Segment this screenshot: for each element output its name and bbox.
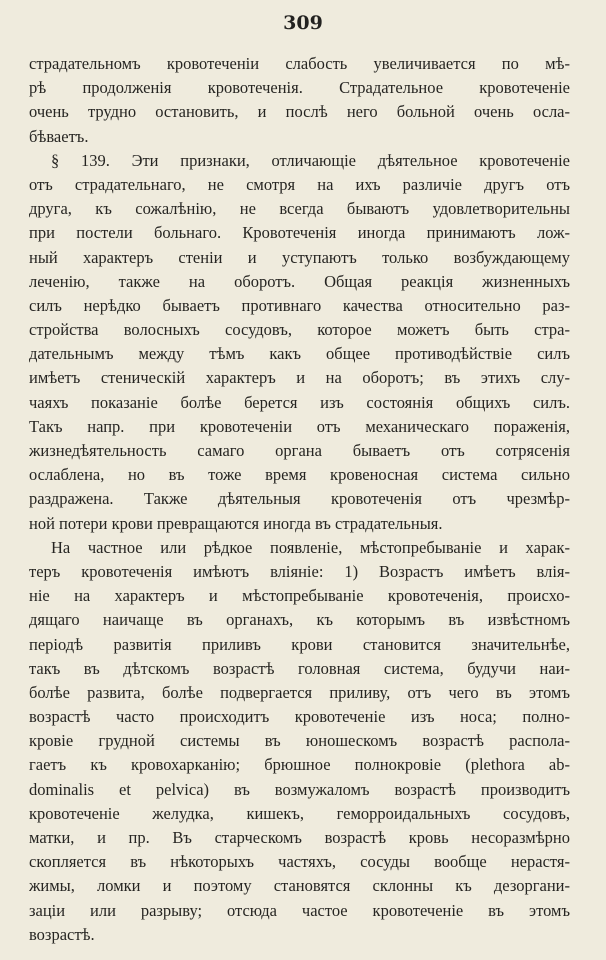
text-line: такъ въ дѣтскомъ возрастѣ головная система, будучи наи-	[29, 658, 570, 678]
text-line: жимы, ломки и поэтому становятся склонны къ дезоргани-	[29, 876, 570, 896]
text-line: при постели больнаго. Кровотеченія иногда принимаютъ лож-	[29, 223, 570, 243]
text-line: дящаго наичаще въ органахъ, къ которымъ въ извѣстномъ	[29, 610, 570, 630]
text-line: жизнедѣятельность самаго органа бываетъ отъ сотрясенія	[29, 441, 570, 460]
text-line: страдательномъ кровотеченіи слабость увеличивается по мѣ-	[29, 54, 570, 73]
text-line: ный характеръ стеніи и уступаютъ только возбуждающему	[29, 247, 570, 267]
text-line: леченію, также на оборотъ. Общая реакція жизненныхъ	[29, 271, 570, 291]
text-line: возрастѣ.	[29, 924, 95, 944]
text-line: рѣ продолженія кровотеченія. Страдательное кровотеченіе	[29, 78, 570, 98]
text-line: болѣе развита, болѣе подвергается приливу, отъ чего въ этомъ	[29, 682, 570, 702]
text-line: скопляется въ нѣкоторыхъ частяхъ, сосуды вообще нерастя-	[29, 852, 570, 872]
text-line: раздражена. Также дѣятельныя кровотеченія отъ чрезмѣр-	[29, 489, 570, 509]
text-line: заціи или разрыву; отсюда частое кровотеченіе въ этомъ	[29, 900, 570, 920]
text-line: кровіе грудной системы въ юношескомъ возрастѣ распола-	[29, 731, 570, 751]
text-body	[29, 52, 570, 947]
text-line: ослаблена, но въ тоже время кровеносная система сильно	[29, 465, 570, 485]
text-line: гаетъ къ кровохарканію; брюшное полнокровіе (plethora ab-	[29, 755, 570, 775]
text-line: ніе на характеръ и мѣстопребываніе кровотеченія, происхо-	[29, 586, 570, 606]
text-line: кровотеченіе желудка, кишекъ, геморроидальныхъ сосудовъ,	[29, 803, 570, 823]
text-line: Такъ напр. при кровотеченіи отъ механическаго пораженія,	[29, 416, 570, 436]
text-line: § 139. Эти признаки, отличающіе дѣятельное кровотеченіе	[51, 150, 570, 170]
text-line: возрастѣ часто происходитъ кровотеченіе изъ носа; полно-	[29, 707, 570, 727]
text-line: силъ нерѣдко бываетъ противнаго качества относительно раз-	[29, 295, 570, 315]
text-line: чаяхъ показаніе болѣе берется изъ состоянія общихъ силъ.	[29, 392, 570, 412]
text-line: ной потери крови превращаются иногда въ страдательныя.	[29, 513, 443, 533]
text-line: друга, къ сожалѣнію, не всегда бываютъ удовлетворительны	[29, 199, 570, 219]
text-line: теръ кровотеченія имѣютъ вліяніе: 1) Возрастъ имѣетъ влія-	[29, 561, 570, 581]
text-line: очень трудно остановить, и послѣ него больной очень осла-	[29, 102, 570, 122]
page-number: 309	[283, 12, 323, 34]
text-line: бѣваетъ.	[29, 126, 89, 146]
text-line: отъ страдательнаго, не смотря на ихъ различіе другъ отъ	[29, 174, 570, 194]
text-line: матки, и пр. Въ старческомъ возрастѣ кровь несоразмѣрно	[29, 828, 570, 847]
text-line: стройства волосныхъ сосудовъ, которое можетъ быть стра-	[29, 320, 570, 340]
text-line: дательнымъ между тѣмъ какъ общее противодѣйствіе силъ	[29, 344, 570, 364]
text-line: На частное или рѣдкое появленіе, мѣстопребываніе и харак-	[51, 537, 570, 557]
text-line: періодѣ развитія приливъ крови становится значительнѣе,	[29, 634, 570, 654]
text-line: dominalis et pelvica) въ возмужаломъ возрастѣ производитъ	[29, 779, 570, 799]
text-line: имѣетъ стеническій характеръ и на оборотъ; въ этихъ слу-	[29, 368, 570, 388]
